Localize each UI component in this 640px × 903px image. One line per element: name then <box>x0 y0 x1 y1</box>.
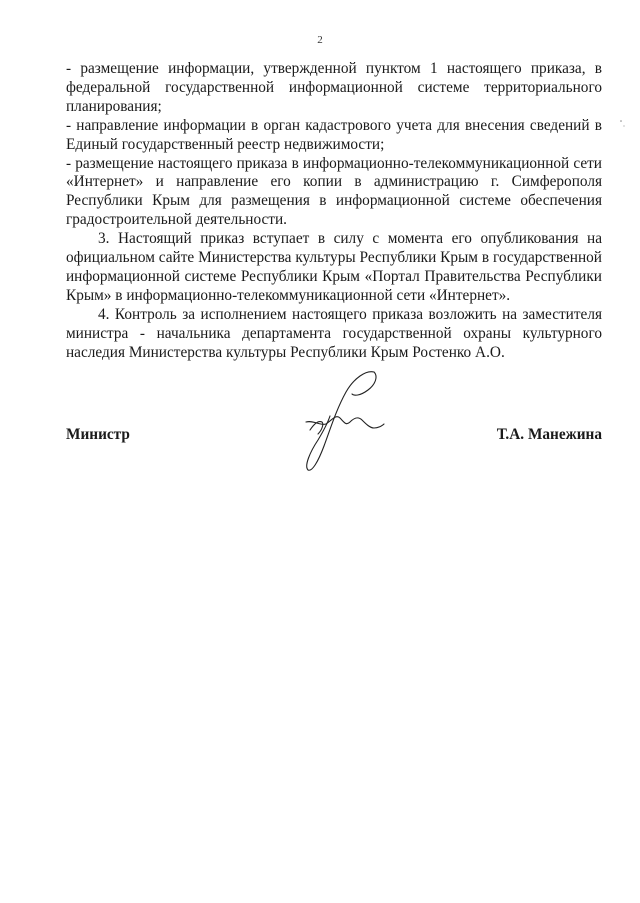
paragraph-control: 4. Контроль за исполнением настоящего приказа возложить на заместителя министра - начальника департамента государственной охраны культурного наследия Министерства культуры Республики Крым Ростенко А.О. <box>66 305 602 361</box>
page-number: 2 <box>317 34 323 46</box>
paragraph-effective-date: 3. Настоящий приказ вступает в силу с момента его опубликования на официальном сайте Министерства культуры Республики Крым в государственной информационной системе Республики Крым «Портал Правительства Республики Крым» в информационно-телекоммуникационной сети «Интернет». <box>66 230 602 304</box>
signatory-name: Т.А. Манежина <box>496 426 602 443</box>
document-body <box>66 60 602 363</box>
paragraph-posting-fgis: - размещение информации, утвержденной пунктом 1 настоящего приказа, в федеральной государственной информационной системе территориального планирования; <box>66 60 602 115</box>
paragraph-cadastral: - направление информации в орган кадастрового учета для внесения сведений в Единый государственный реестр недвижимости; <box>66 116 602 153</box>
scan-speck <box>618 118 628 130</box>
signatory-title: Министр <box>66 426 130 443</box>
handwritten-signature <box>296 366 386 478</box>
paragraph-internet-posting: - размещение настоящего приказа в информационно-телекоммуникационной сети «Интернет» и направление его копии в администрацию г. Симферополя Республики Крым для размещения в информационной системе обеспечения градостроительной деятельности. <box>66 154 602 229</box>
